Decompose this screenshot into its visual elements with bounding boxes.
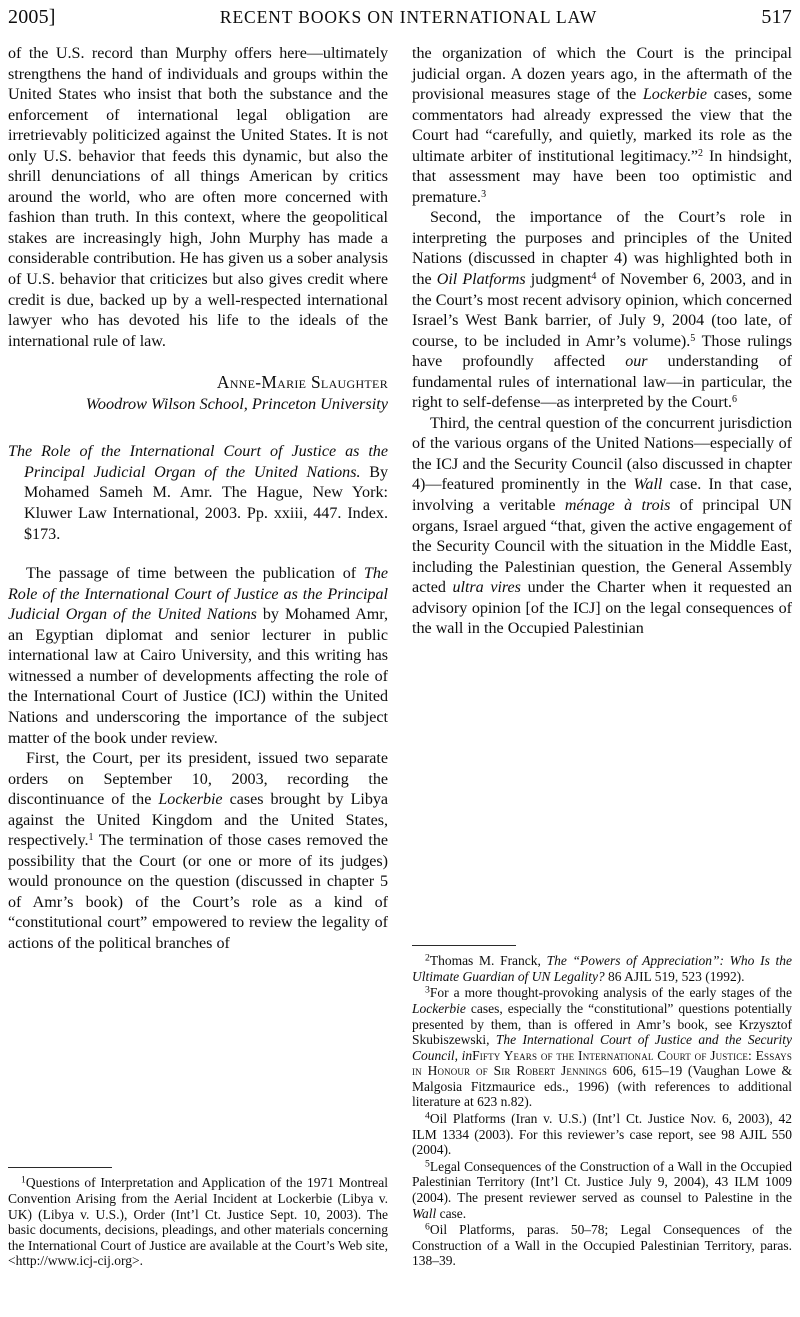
footnote-3-tail: 606, 615–19 (Vaughan Lowe & Malgosia Fitzmaurice eds., 1996) (with references to additional literature at 623 n.82). (412, 1063, 792, 1110)
review-p2-part1: First, the Court, per its president, issued two separate orders on September 10, 2003, recording the discontinuance of the (8, 750, 388, 809)
footnote-6-text: Oil Platforms, paras. 50–78; Legal Consequences of the Construction of a Wall in the Occupied Palestinian Territory, paras. 138–39. (412, 1222, 792, 1269)
footnote-4-text: Oil Platforms (Iran v. U.S.) (Int’l Ct. Justice Nov. 6, 2003), 42 ILM 1334 (2003). For this reviewer’s case report, see 98 AJIL 550 (2004). (412, 1111, 792, 1158)
footnote-1 (8, 1175, 388, 1269)
right-cont-part1: the organization of which the Court is the principal judicial organ. A dozen years ago, in the aftermath of the provisional measures stage of the (412, 45, 792, 104)
right-column (412, 44, 792, 1274)
footnote-ref-3[interactable]: 3 (481, 188, 487, 200)
third-menage-a-trois: ménage à trois (564, 497, 671, 515)
footnote-ref-1[interactable]: 1 (88, 832, 94, 844)
two-column-body (8, 44, 792, 1274)
footnote-3 (412, 985, 792, 1110)
second-part4: Those rulings have profoundly affected (412, 332, 792, 371)
footnote-5-lead: Legal Consequences of the Construction of a Wall in the Occupied Palestinian Territory (Int’l Ct. Justice July 9, 2004), 43 ILM 1009 (2004). The present reviewer served as counsel to Palestine in the (412, 1158, 792, 1206)
third-part3: of principal UN organs, Israel argued “that, given the active engagement of the Security Council with the situation in the Middle East, including the Palestinian question, the General Assembly acted (412, 497, 792, 597)
footnote-1-text: Questions of Interpretation and Application of the 1971 Montreal Convention Arising from the Aerial Incident at Lockerbie (Libya v. UK) (Libya v. U.S.), Order (Int’l Ct. Justice Sept. 10, 2003). The basic documents, decisions, pleadings, and other materials concerning the International Court of Justice are available at the Court’s Web site, <http://www.icj-cij.org>. (8, 1175, 388, 1269)
paragraph-third (412, 414, 792, 640)
paragraph-second (412, 208, 792, 413)
footnote-2-tail: 86 AJIL 519, 523 (1992). (604, 968, 745, 984)
third-wall: Wall (633, 476, 663, 494)
review-p1-booktitle: The Role of the International Court of Justice as the Principal Judicial Organ of the United Nations (8, 565, 388, 624)
reviewer-signature (8, 372, 388, 414)
third-part4: under the Charter when it requested an advisory opinion [of the ICJ] on the legal consequences of the wall in the Occupied Palestinian (412, 579, 793, 638)
footnote-6 (412, 1222, 792, 1269)
footnote-6-marker: 6 (425, 1221, 430, 1233)
second-part3: of November 6, 2003, and in the Court’s most recent advisory opinion, which concerned Israel’s West Bank barrier, of July 9, 2004 (too late, of course, to be included in Amr’s volume). (412, 271, 792, 350)
footnote-2 (412, 953, 792, 984)
reviewer-name: Anne-Marie Slaughter (216, 372, 388, 393)
running-head (8, 6, 792, 32)
review-p2-lockerbie: Lockerbie (158, 791, 223, 809)
book-citation-imprint: By Mohamed Sameh M. Amr. The Hague, New York: Kluwer Law International, 2003. Pp. xxiii, 447. Index. $173. (24, 463, 388, 543)
right-continued-paragraph (412, 44, 792, 208)
footnote-ref-5[interactable]: 5 (690, 332, 696, 344)
page-number: 517 (761, 6, 792, 28)
footnote-5-marker: 5 (425, 1158, 430, 1170)
review-p2-part2: cases brought by Libya against the United Kingdom and the United States, respectively. (8, 791, 389, 850)
second-oil-platforms: Oil Platforms (436, 271, 526, 289)
reviewer-affiliation: Woodrow Wilson School, Princeton University (85, 394, 388, 414)
footnote-3-book-smallcaps: Fifty Years of the International Court of Justice: Essays in Honour of Sir Robert Jennings (412, 1047, 792, 1079)
spacer (8, 545, 388, 564)
right-cont-part3: In hindsight, that assessment may have been too optimistic and premature. (412, 147, 792, 206)
left-continued-paragraph: of the U.S. record than Murphy offers here—ultimately strengthens the hand of individuals and groups within the United States who insist that both the substance and the enforcement of international legal obligation are irretrievably politicized against the United States. It is not only U.S. behavior that feeds this dynamic, but also the shrill denunciations of all things American by critics around the world, who are often more concerned with fashion than truth. In this context, where the geopolitical stakes are increasingly high, John Murphy has made a considerable contribution. He has given us a sober analysis of U.S. behavior that criticizes but also gives credit where credit is due, backed up by a well-respected international lawyer who has devoted his life to the ideals of the international rule of law. (8, 45, 388, 350)
review-p1-lead: The passage of time between the publication of (26, 565, 364, 583)
footnote-separator-rule (8, 1167, 112, 1168)
footnote-4-marker: 4 (425, 1110, 430, 1122)
review-paragraph-2 (8, 749, 388, 954)
third-ultra-vires: ultra vires (452, 579, 521, 597)
left-column (8, 44, 388, 1274)
footnote-ref-6[interactable]: 6 (732, 394, 738, 406)
second-part2: judgment (525, 271, 592, 289)
third-part2: case. In that case, involving a veritable (412, 476, 792, 515)
running-head-year: 2005] (8, 6, 56, 28)
footnote-separator-rule (412, 945, 516, 946)
footnote-ref-4[interactable]: 4 (591, 270, 597, 282)
running-head-title: RECENT BOOKS ON INTERNATIONAL LAW (219, 7, 598, 27)
footnote-3-in: in (461, 1047, 473, 1063)
footnote-3-lead: For a more thought-provoking analysis of the early stages of the (429, 985, 792, 1001)
right-cont-lockerbie: Lockerbie (642, 86, 708, 104)
footnote-2-lead: Thomas M. Franck, (429, 953, 547, 969)
footnote-1-marker: 1 (21, 1174, 26, 1186)
review-p1-tail: by Mohamed Amr, an Egyptian diplomat and senior lecturer in public international law at Cairo University, and this writing has witnessed a number of developments affecting the role of the International Court of Justice (ICJ) within the United Nations and underscoring the importance of the subject matter of the book under review. (8, 606, 388, 747)
third-part1: Third, the central question of the concurrent jurisdiction of the various organs of the United Nations—especially of the ICJ and the Security Council (also discussed in chapter 4)—featured prominently in the (412, 414, 792, 494)
footnote-ref-2[interactable]: 2 (698, 147, 703, 159)
right-cont-part2: cases, some commentators had already expressed the view that the Court had “carefully, and quietly, marked its role as the ultimate arbiter of institutional legitimacy.” (412, 86, 792, 165)
footnote-5-wall: Wall (412, 1205, 437, 1221)
book-citation (8, 442, 388, 545)
footnote-3-marker: 3 (425, 984, 430, 996)
second-part5: understanding of fundamental rules of international law—in particular, the right to self-defense—as interpreted by the Court. (412, 353, 792, 412)
footnote-5 (412, 1159, 792, 1221)
footnote-3-mid1: cases, especially the “constitutional” questions potentially presented by them, than is offered in Amr’s book, see Krzysztof Skubiszewski, (412, 1000, 792, 1048)
book-citation-title: The Role of the International Court of Justice as the Principal Judicial Organ of the United Nations. (8, 443, 388, 481)
footnote-2-marker: 2 (425, 952, 430, 964)
footnote-3-lockerbie: Lockerbie (412, 1000, 466, 1016)
review-paragraph-1 (8, 564, 388, 749)
second-part1: Second, the importance of the Court’s role in interpreting the purposes and principles of the United Nations (discussed in chapter 4) was highlighted both in the (412, 209, 792, 289)
left-footnotes (8, 1167, 388, 1270)
second-our-emphasis: our (625, 353, 648, 371)
right-footnotes (412, 945, 792, 1270)
review-p2-part3: The termination of those cases removed the possibility that the Court (or one or more of its judges) would pronounce on the question (discussed in chapter 5 of Amr’s book) of the Court’s role as a kind of “constitutional court” empowered to review the legality of actions of the political branches of (8, 832, 388, 953)
footnote-4 (412, 1111, 792, 1158)
footnote-5-tail: case. (436, 1205, 467, 1221)
footnote-3-chapter-title: The International Court of Justice and the Security Council, (412, 1032, 792, 1063)
footnote-2-article-title: The “Powers of Appreciation”: Who Is the Ultimate Guardian of UN Legality? (412, 953, 792, 984)
